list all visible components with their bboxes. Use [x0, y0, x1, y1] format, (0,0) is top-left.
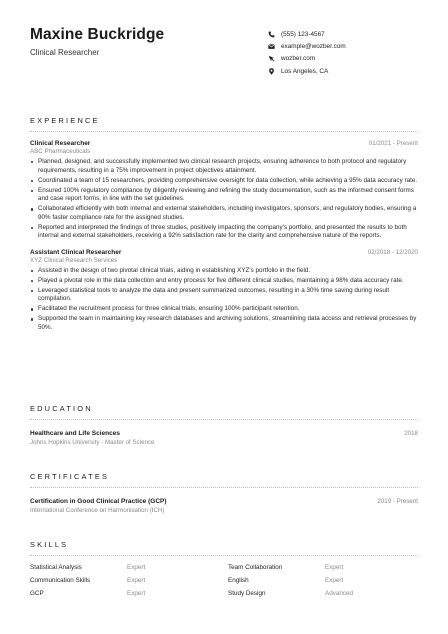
bullet-dot [31, 180, 33, 182]
bullet-dot [31, 270, 33, 272]
job-company: XYZ Clinical Research Services [30, 256, 118, 264]
contact-block [268, 28, 346, 77]
bullet-item: Ensured 100% regulatory compliance by diligently reviewing and refining the study documentation, such as the informed consent forms and case report forms, in line with the set guidelines. [30, 187, 418, 204]
skills-grid [30, 564, 418, 597]
bullet-dot [31, 161, 33, 163]
job-entry [30, 140, 418, 241]
contact-email [268, 40, 346, 52]
skill-level: Expert [127, 589, 146, 597]
skill-level: Advanced [325, 589, 354, 597]
degree-title: Healthcare and Life Sciences [30, 430, 120, 437]
bullet-item: Coordinated a team of 15 researchers, providing comprehensive oversight for data collection, while achieving a 95% data accuracy rate. [30, 177, 418, 186]
contact-website-text[interactable]: wozber.com [281, 55, 316, 63]
job-dates: 01/2021 - Present [368, 140, 418, 147]
bullet-item: Facilitated the recruitment process for three clinical trials, ensuring 100% participant retention. [30, 305, 418, 314]
certificate-title: Certification in Good Clinical Practice (GCP) [30, 498, 167, 505]
skill-name: Communication Skills [30, 576, 91, 584]
section-title: CERTIFICATES [30, 472, 110, 481]
job-entry [30, 249, 418, 333]
phone-icon [268, 31, 275, 38]
bullet-dot [31, 208, 33, 210]
job-bullets [30, 267, 418, 333]
certificate-date: 2019 - Present [377, 498, 418, 505]
contact-location-text: Los Angeles, CA [281, 67, 329, 75]
skill-level: Expert [127, 576, 146, 584]
section-title: SKILLS [30, 540, 69, 549]
envelope-icon [268, 43, 275, 50]
job-bullets [30, 158, 418, 241]
certificates-section [30, 472, 418, 514]
bullet-item: Supported the team in maintaining key research databases and archiving solutions, streamlining data access and retrieval processes by 50%. [30, 315, 418, 332]
bullet-item: Collaborated efficiently with both internal and external stakeholders, including investigators, sponsors, and regulatory bodies, ensuring a 90% faster compliance rate for the assigned studies. [30, 205, 418, 222]
bullet-item: Played a pivotal role in the data collection and entry process for five different clinical studies, maintaining a 98% data accuracy rate. [30, 277, 418, 286]
bullet-item: Reported and interpreted the findings of three studies, positively impacting the company's portfolio, and presented the results to both internal and external stakeholders, receiving a 92% satisfaction rate for the clarity and comprehensive nature of the reports. [30, 224, 418, 241]
skill-level: Expert [325, 564, 344, 571]
skill-name: Statistical Analysis [30, 564, 82, 571]
bullet-dot [31, 318, 33, 320]
contact-phone [268, 28, 346, 40]
contact-phone-text[interactable]: (555) 123-4567 [281, 30, 325, 38]
contact-website [268, 53, 346, 65]
bullet-dot [31, 190, 33, 192]
skill-level: Expert [127, 564, 146, 571]
contact-email-text[interactable]: example@wozber.com [281, 42, 346, 50]
bullet-dot [31, 280, 33, 282]
bullet-item: Assisted in the design of two pivotal clinical trials, aiding in establishing XYZ's portfolio in the field. [30, 267, 418, 276]
skills-section [30, 540, 418, 597]
contact-location [268, 65, 346, 77]
experience-section [30, 116, 418, 334]
section-title: EXPERIENCE [30, 116, 100, 125]
education-date: 2018 [404, 430, 418, 437]
link-icon [268, 55, 275, 62]
skill-name: Team Collaboration [228, 564, 283, 571]
job-dates: 02/2018 - 12/2020 [367, 248, 418, 256]
certificate-issuer: International Conference on Harmonisation (ICH) [30, 506, 165, 514]
candidate-title: Clinical Researcher [30, 48, 100, 57]
job-company: ABC Pharmaceuticals [30, 148, 91, 155]
education-school: Johns Hopkins University - Master of Science [30, 438, 155, 446]
section-title: EDUCATION [30, 404, 93, 413]
job-title: Assistant Clinical Researcher [30, 248, 122, 256]
section-divider [30, 131, 418, 132]
bullet-item: Planned, designed, and successfully implemented two clinical research projects, ensuring adherence to both protocol and regulatory requirements, resulting in a 75% improvement in project objectives attainment. [30, 158, 418, 175]
section-divider [30, 555, 418, 556]
education-section [30, 404, 418, 446]
skill-name: Study Design [228, 589, 266, 597]
section-divider [30, 419, 418, 420]
section-divider [30, 487, 418, 488]
bullet-item: Leveraged statistical tools to analyze the data and present summarized outcomes, resulting in a 30% time saving during result compilation. [30, 287, 418, 304]
skill-name: English [228, 576, 249, 584]
skill-level: Expert [325, 576, 344, 584]
bullet-dot [31, 308, 33, 310]
location-pin-icon [268, 68, 275, 75]
job-title: Clinical Researcher [30, 140, 91, 147]
skill-name: GCP [30, 589, 44, 597]
candidate-name: Maxine Buckridge [30, 26, 165, 43]
bullet-dot [31, 227, 33, 229]
bullet-dot [31, 290, 33, 292]
